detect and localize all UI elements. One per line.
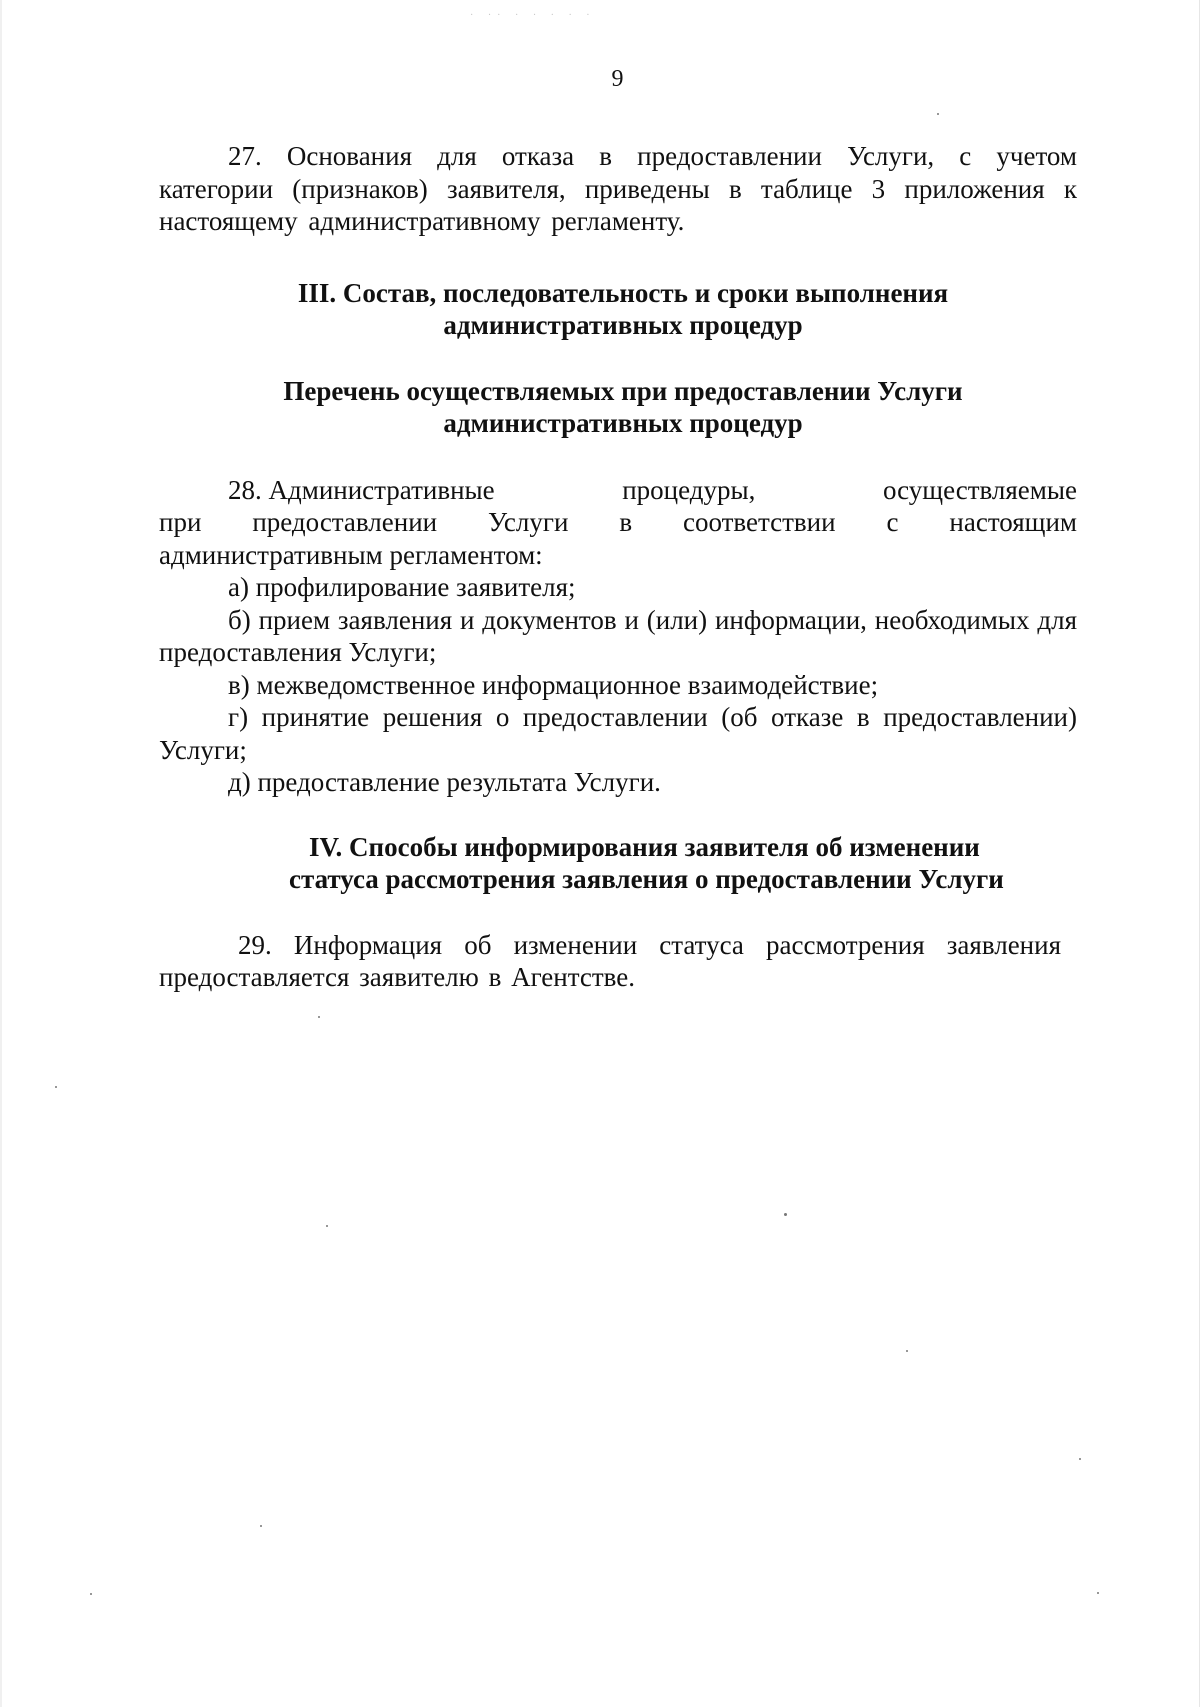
paragraph-28-line-1-part-c: осуществляемые	[882, 474, 1077, 505]
section-3-heading	[159, 277, 1077, 342]
scan-speck	[784, 1213, 787, 1216]
procedure-item: д) предоставление результата Услуги.	[228, 767, 661, 797]
scan-artifact: · ·· · · · · ·	[470, 10, 596, 21]
paragraph-28-line-2: при предоставлении Услуги в соответствии с настоящим	[159, 507, 1077, 537]
paragraph-29: 29. Информация об изменении статуса рассмотрения заявления предоставляется заявителю в Агентстве.	[159, 929, 1061, 992]
scan-speck	[318, 1016, 320, 1018]
scan-speck	[1097, 1592, 1099, 1594]
procedures-list-title-line-2: административных процедур	[443, 408, 803, 438]
scan-speck	[90, 1593, 92, 1595]
paragraph-28-line-3: административным регламентом:	[159, 539, 543, 570]
scan-speck	[906, 1350, 908, 1352]
paragraph-28-line-1	[159, 474, 1077, 507]
scan-speck	[1079, 1458, 1081, 1460]
procedures-list-title-line-1: Перечень осуществляемых при предоставлении Услуги	[283, 375, 963, 406]
scan-edge-left	[0, 0, 2, 1707]
scan-speck	[55, 1086, 57, 1088]
paragraph-28-line-1-part-b: процедуры,	[622, 474, 756, 505]
procedure-item: а) профилирование заявителя;	[228, 572, 576, 602]
paragraph-28	[159, 474, 1077, 799]
page-number: 9	[611, 66, 624, 92]
section-4-title-line-1: IV. Способы информирования заявителя об изменении	[309, 831, 980, 862]
paragraph-28-line-1-part-a: 28. Административные	[228, 474, 495, 505]
section-3-title-line-1: III. Состав, последовательность и сроки выполнения	[297, 277, 949, 308]
procedure-item: б) прием заявления и документов и (или) информации, необходимых для предоставления Услуги;	[159, 604, 1077, 667]
scan-speck	[937, 113, 939, 115]
document-body	[159, 140, 1077, 994]
procedure-item: в) межведомственное информационное взаимодействие;	[228, 669, 879, 700]
paragraph-27: 27. Основания для отказа в предоставлении Услуги, с учетом категории (признаков) заявителя, приведены в таблице 3 приложения к настоящему административному регламенту.	[159, 141, 1077, 236]
scan-speck	[326, 1225, 328, 1227]
procedure-item: г) принятие решения о предоставлении (об отказе в предоставлении) Услуги;	[159, 702, 1077, 765]
section-4-heading	[159, 831, 1077, 896]
section-3-title-line-2: административных процедур	[443, 310, 803, 340]
section-4-title-line-2: статуса рассмотрения заявления о предоставлении Услуги	[289, 864, 1004, 894]
scan-speck	[260, 1525, 262, 1527]
procedures-list-heading	[159, 375, 1077, 440]
